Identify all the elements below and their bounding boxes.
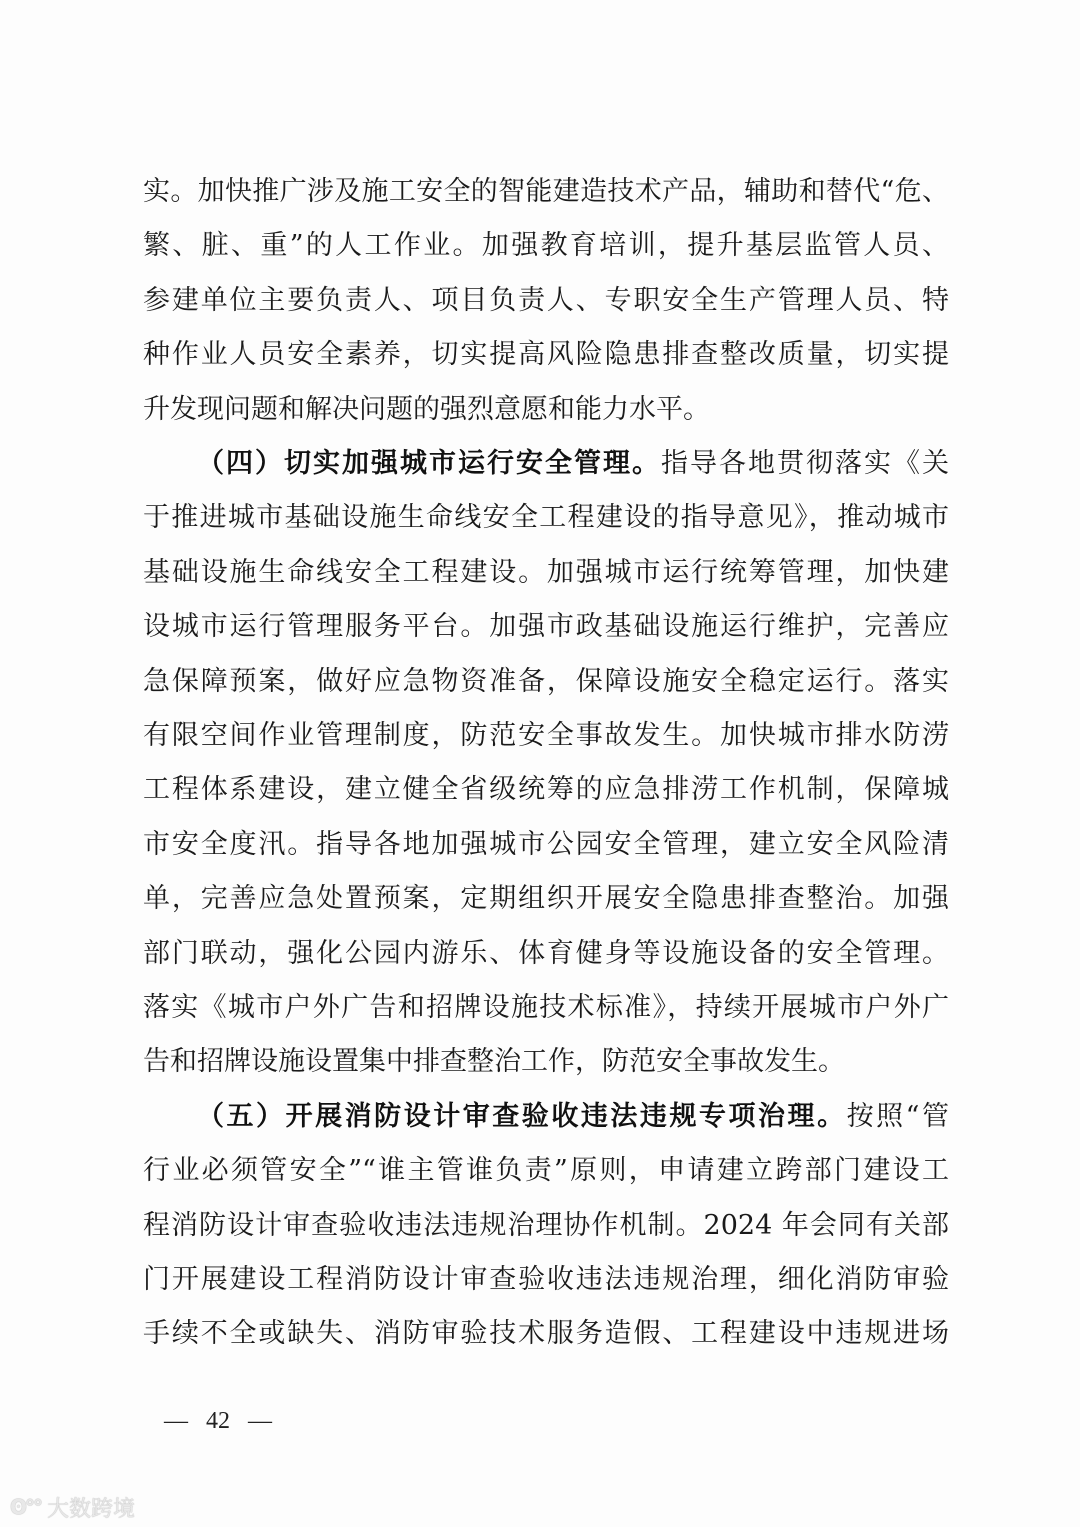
- text-line: [143, 501, 949, 535]
- line-text: 落实《城市户外广告和招牌设施技术标准》，持续开展城市户外广: [143, 992, 949, 1023]
- line-text: 按照“管: [846, 1100, 949, 1132]
- text-line: [143, 556, 949, 590]
- text-line: [143, 284, 949, 318]
- line-text: 有限空间作业管理制度，防范安全事故发生。加快城市排水防涝: [143, 720, 949, 751]
- text-line: [143, 719, 949, 753]
- line-text: 基础设施生命线安全工程建设。加强城市运行统筹管理，加快建: [143, 556, 949, 588]
- watermark-text: 大数跨境: [47, 1496, 136, 1522]
- line-text: 急保障预案，做好应急物资准备，保障设施安全稳定运行。落实: [143, 665, 949, 697]
- text-line: [143, 338, 949, 372]
- line-text: 指导各地贯彻落实《关: [661, 448, 949, 479]
- text-line: [143, 773, 949, 807]
- section-heading: （五）开展消防设计审查验收违法违规专项治理。: [197, 1100, 847, 1132]
- line-text: 程消防设计审查验收违法违规治理协作机制。2024 年会同有关部: [143, 1209, 949, 1241]
- text-line: [143, 1209, 949, 1243]
- line-text: 告和招牌设施设置集中排查整治工作，防范安全事故发生。: [143, 1046, 845, 1078]
- text-line: [143, 1263, 949, 1297]
- text-line: [143, 665, 949, 699]
- line-text: 繁、脏、重”的人工作业。加强教育培训，提升基层监管人员、: [143, 230, 949, 262]
- section-heading-line: [143, 1100, 949, 1134]
- line-text: 参建单位主要负责人、项目负责人、专职安全生产管理人员、特: [143, 284, 949, 316]
- text-line: [143, 991, 949, 1025]
- text-line: [143, 610, 949, 644]
- text-line: [143, 828, 949, 862]
- section-heading-line: [143, 447, 949, 481]
- text-line: [143, 882, 949, 916]
- line-text: 工程体系建设，建立健全省级统筹的应急排涝工作机制，保障城: [143, 774, 949, 806]
- line-text: 于推进城市基础设施生命线安全工程建设的指导意见》，推动城市: [143, 502, 949, 534]
- line-text: 行业必须管安全”“谁主管谁负责”原则，申请建立跨部门建设工: [143, 1155, 949, 1187]
- line-text: 设城市运行管理服务平台。加强市政基础设施运行维护，完善应: [143, 611, 949, 643]
- text-line: [143, 1045, 949, 1079]
- watermark-logo-icon: ʘ°°: [10, 1495, 42, 1519]
- line-text: 实。加快推广涉及施工安全的智能建造技术产品，辅助和替代“危、: [143, 176, 949, 207]
- line-text: 单，完善应急处置预案，定期组织开展安全隐患排查整治。加强: [143, 883, 949, 915]
- text-line: [143, 175, 949, 209]
- line-text: 种作业人员安全素养，切实提高风险隐患排查整改质量，切实提: [143, 339, 949, 371]
- line-text: 门开展建设工程消防设计审查验收违法违规治理，细化消防审验: [143, 1264, 949, 1295]
- text-line: [143, 1154, 949, 1188]
- text-line: [143, 229, 949, 263]
- line-text: 手续不全或缺失、消防审验技术服务造假、工程建设中违规进场: [143, 1318, 949, 1350]
- text-line: [143, 393, 949, 427]
- line-text: 部门联动，强化公园内游乐、体育健身等设施设备的安全管理。: [143, 937, 949, 969]
- line-text: 升发现问题和解决问题的强烈意愿和能力水平。: [143, 393, 710, 425]
- text-line: [143, 937, 949, 971]
- watermark: [10, 1490, 135, 1524]
- section-heading: （四）切实加强城市运行安全管理。: [197, 448, 661, 479]
- line-text: 市安全度汛。指导各地加强城市公园安全管理，建立安全风险清: [143, 828, 949, 860]
- text-line: [143, 1317, 949, 1351]
- page-number: — 42 —: [164, 1408, 272, 1434]
